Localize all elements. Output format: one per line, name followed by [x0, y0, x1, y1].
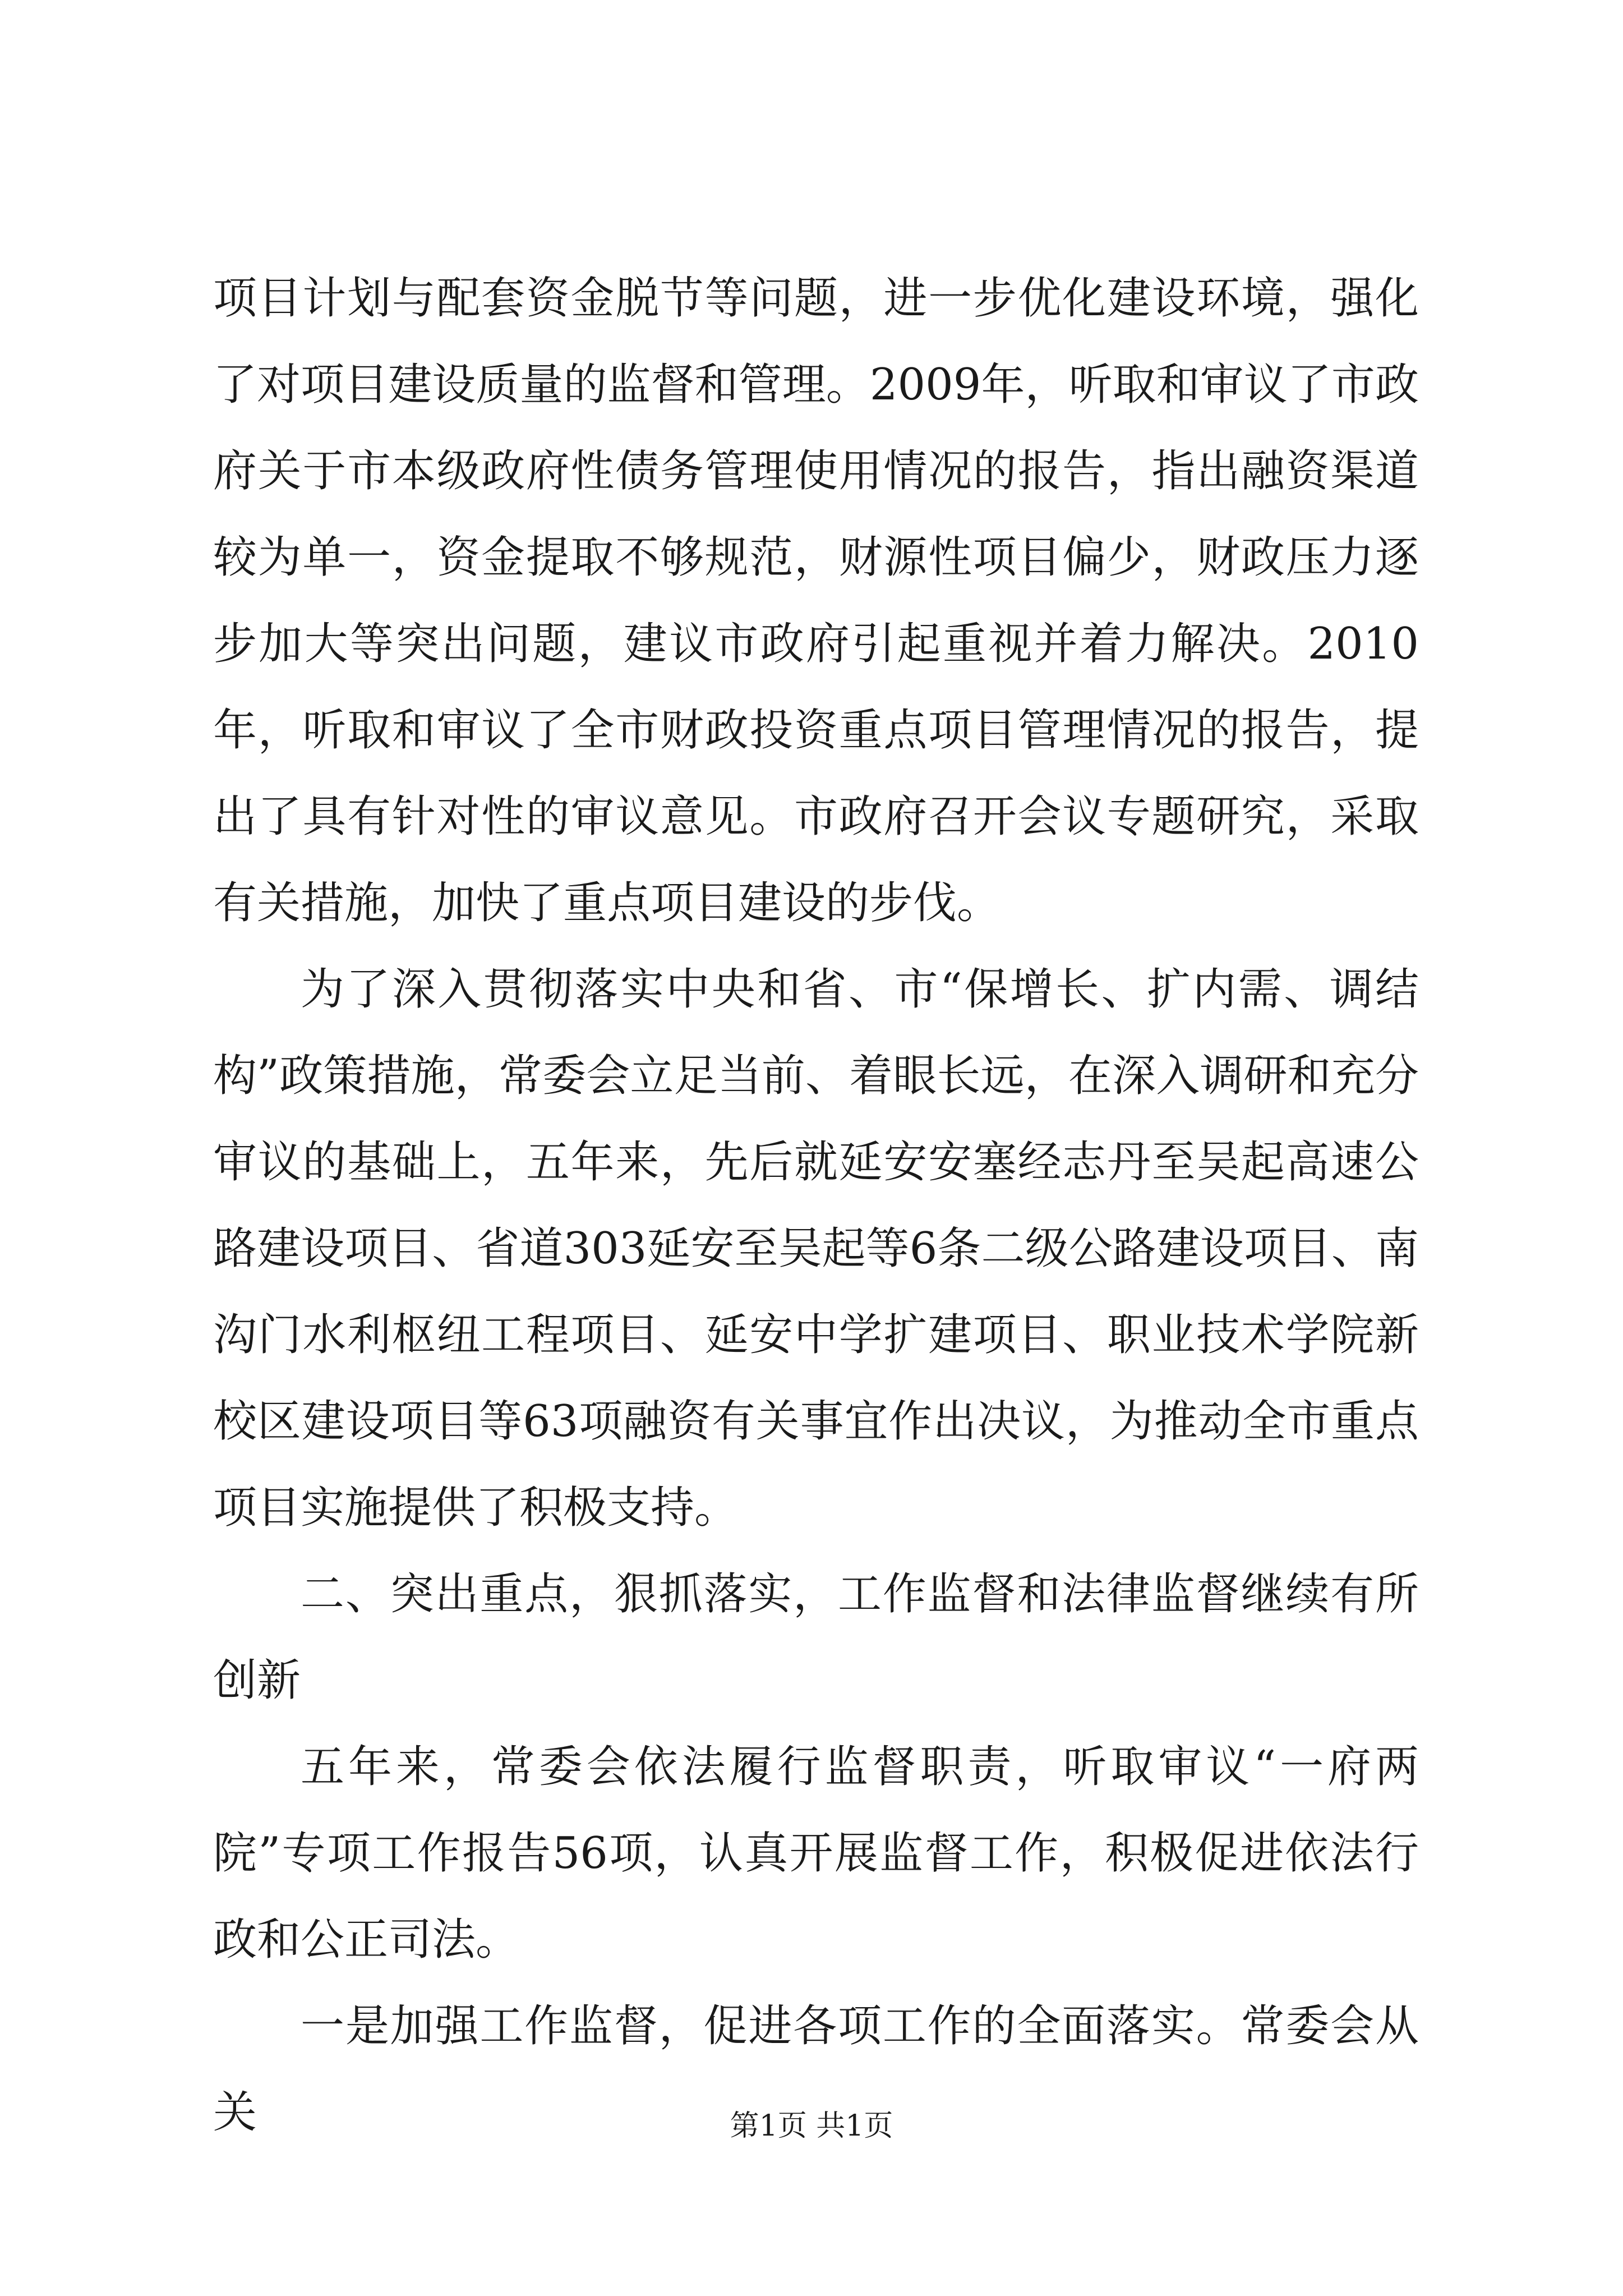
section-heading: 二、突出重点，狠抓落实，工作监督和法律监督继续有所创新 [213, 1569, 1419, 1706]
paragraph-supervision-duties: 五年来，常委会依法履行监督职责，听取审议“一府两院”专项工作报告56项，认真开展监督工作，积极促进依法行政和公正司法。 [213, 1742, 1419, 1965]
paragraph-work-supervision: 一是加强工作监督，促进各项工作的全面落实。常委会从关 [213, 2001, 1419, 2138]
page-footer: 第1页 共1页 [730, 2109, 893, 2143]
document-body [213, 255, 1419, 2156]
paragraph-policy-measures: 为了深入贯彻落实中央和省、市“保增长、扩内需、调结构”政策措施，常委会立足当前、着眼长远，在深入调研和充分审议的基础上，五年来，先后就延安安塞经志丹至吴起高速公路建设项目、省道303延安至吴起等6条二级公路建设项目、南沟门水利枢纽工程项目、延安中学扩建项目、职业技术学院新校区建设项目等63项融资有关事宜作出决议，为推动全市重点项目实施提供了积极支持。 [213, 964, 1419, 1533]
paragraph-continuation: 项目计划与配套资金脱节等问题，进一步优化建设环境，强化了对项目建设质量的监督和管理。2009年，听取和审议了市政府关于市本级政府性债务管理使用情况的报告，指出融资渠道较为单一，资金提取不够规范，财源性项目偏少，财政压力逐步加大等突出问题，建议市政府引起重视并着力解决。2010年，听取和审议了全市财政投资重点项目管理情况的报告，提出了具有针对性的审议意见。市政府召开会议专题研究，采取有关措施，加快了重点项目建设的步伐。 [213, 273, 1419, 928]
